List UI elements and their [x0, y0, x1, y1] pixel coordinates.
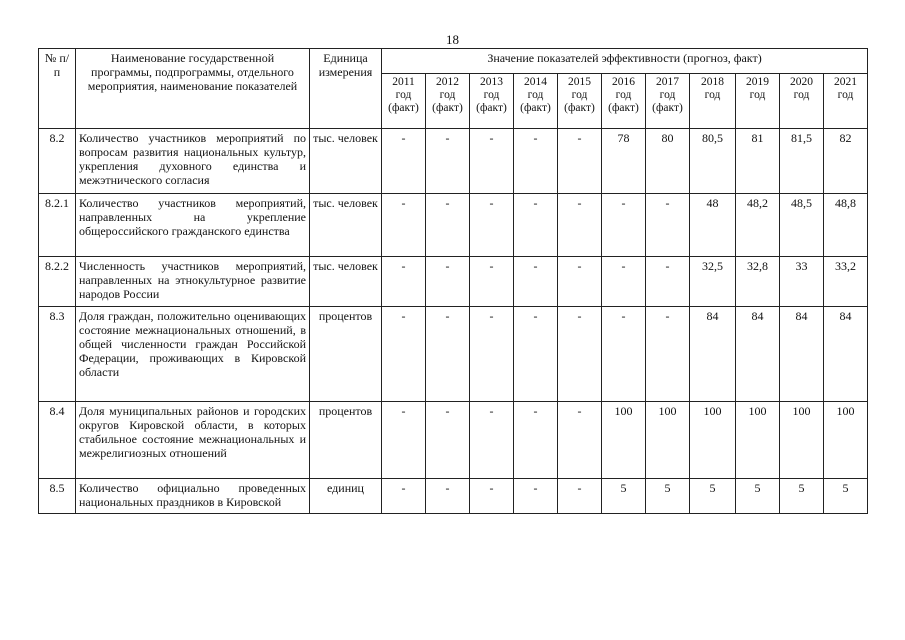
row-number: 8.4 — [39, 402, 76, 479]
header-year-word: год — [837, 89, 854, 101]
indicator-value: 80 — [646, 129, 690, 194]
header-year-word: год — [571, 89, 588, 101]
indicator-unit: процентов — [310, 402, 382, 479]
indicator-value: 84 — [780, 307, 824, 402]
indicator-value: 100 — [736, 402, 780, 479]
indicator-value: 81,5 — [780, 129, 824, 194]
header-year — [646, 74, 690, 129]
header-year-note: (факт) — [520, 102, 551, 114]
indicator-value: 100 — [602, 402, 646, 479]
header-year — [736, 74, 780, 129]
indicator-unit: тыс. человек — [310, 194, 382, 257]
indicator-unit: единиц — [310, 479, 382, 514]
table-row — [39, 307, 868, 402]
row-number: 8.3 — [39, 307, 76, 402]
row-number: 8.2.1 — [39, 194, 76, 257]
indicator-value: 5 — [646, 479, 690, 514]
indicator-value: 48,2 — [736, 194, 780, 257]
header-year-year: 2013 — [480, 76, 503, 88]
header-year — [470, 74, 514, 129]
indicator-value: 5 — [736, 479, 780, 514]
indicator-value: 100 — [690, 402, 736, 479]
indicator-value: 5 — [780, 479, 824, 514]
indicator-value: - — [602, 194, 646, 257]
indicator-value: 5 — [824, 479, 868, 514]
indicator-value: - — [426, 402, 470, 479]
indicator-name: Количество официально проведенных национальных праздников в Кировской — [76, 479, 310, 514]
indicator-value: - — [602, 257, 646, 307]
indicator-value: - — [470, 257, 514, 307]
header-unit: Единица измерения — [310, 49, 382, 129]
header-year-year: 2020 — [790, 76, 813, 88]
indicator-unit: процентов — [310, 307, 382, 402]
indicator-value: - — [558, 307, 602, 402]
header-year-note: (факт) — [476, 102, 507, 114]
indicator-value: 33 — [780, 257, 824, 307]
indicator-value: - — [514, 479, 558, 514]
indicator-value: - — [514, 307, 558, 402]
indicator-value: 82 — [824, 129, 868, 194]
indicator-value: - — [470, 194, 514, 257]
table-body — [39, 129, 868, 514]
indicators-table — [38, 48, 868, 514]
indicator-value: - — [646, 194, 690, 257]
row-number: 8.2.2 — [39, 257, 76, 307]
indicator-value: - — [382, 402, 426, 479]
indicator-value: - — [470, 307, 514, 402]
indicator-value: - — [514, 257, 558, 307]
header-year — [382, 74, 426, 129]
table-row — [39, 257, 868, 307]
indicator-unit: тыс. человек — [310, 129, 382, 194]
indicator-value: - — [426, 307, 470, 402]
indicator-value: - — [558, 194, 602, 257]
indicator-value: - — [514, 129, 558, 194]
indicator-value: 100 — [780, 402, 824, 479]
header-year-note: (факт) — [388, 102, 419, 114]
row-number: 8.5 — [39, 479, 76, 514]
header-year-year: 2014 — [524, 76, 547, 88]
header-year-year: 2016 — [612, 76, 635, 88]
indicator-value: - — [470, 479, 514, 514]
header-year — [558, 74, 602, 129]
table-row — [39, 479, 868, 514]
indicator-value: 100 — [646, 402, 690, 479]
indicator-value: - — [382, 479, 426, 514]
indicator-value: 5 — [602, 479, 646, 514]
header-year — [514, 74, 558, 129]
row-number: 8.2 — [39, 129, 76, 194]
table-row — [39, 194, 868, 257]
indicator-value: 100 — [824, 402, 868, 479]
indicator-value: 84 — [824, 307, 868, 402]
indicator-unit: тыс. человек — [310, 257, 382, 307]
indicator-value: - — [558, 402, 602, 479]
indicator-value: 80,5 — [690, 129, 736, 194]
header-year-year: 2021 — [834, 76, 858, 88]
table-row — [39, 402, 868, 479]
header-year-word: год — [395, 89, 412, 101]
indicator-value: - — [470, 129, 514, 194]
indicator-value: - — [382, 194, 426, 257]
indicator-value: - — [514, 402, 558, 479]
header-year-year: 2017 — [656, 76, 679, 88]
indicator-name: Количество участников мероприятий по вопросам развития национальных культур, укрепления духовного единства и межэтнического согласия — [76, 129, 310, 194]
header-year-word: год — [439, 89, 456, 101]
indicator-name: Доля муниципальных районов и городских округов Кировской области, в которых стабильное состояние межнациональных и межрелигиозных отношений — [76, 402, 310, 479]
header-year-note: (факт) — [652, 102, 683, 114]
indicator-value: - — [382, 257, 426, 307]
header-year-note: (факт) — [608, 102, 639, 114]
indicator-value: - — [558, 257, 602, 307]
indicator-value: 48,5 — [780, 194, 824, 257]
header-year-year: 2012 — [436, 76, 459, 88]
indicator-value: - — [470, 402, 514, 479]
header-year-year: 2015 — [568, 76, 591, 88]
indicator-name: Доля граждан, положительно оценивающих состояние межнациональных отношений, в общей численности граждан Российской Федерации, проживающих в Кировской области — [76, 307, 310, 402]
indicator-value: 32,8 — [736, 257, 780, 307]
indicator-value: - — [646, 307, 690, 402]
header-year — [426, 74, 470, 129]
indicator-value: - — [514, 194, 558, 257]
header-values-group: Значение показателей эффективности (прогноз, факт) — [382, 49, 868, 74]
header-year-word: год — [704, 89, 721, 101]
indicator-value: 78 — [602, 129, 646, 194]
indicator-value: 84 — [736, 307, 780, 402]
indicator-value: - — [426, 257, 470, 307]
header-num: № п/п — [39, 49, 76, 129]
indicator-value: - — [646, 257, 690, 307]
indicator-value: 48 — [690, 194, 736, 257]
table-row — [39, 129, 868, 194]
indicator-value: - — [426, 129, 470, 194]
indicator-value: 33,2 — [824, 257, 868, 307]
header-year-word: год — [749, 89, 766, 101]
indicator-value: 48,8 — [824, 194, 868, 257]
indicator-value: 32,5 — [690, 257, 736, 307]
header-year-note: (факт) — [564, 102, 595, 114]
header-year-note: (факт) — [432, 102, 463, 114]
header-year — [602, 74, 646, 129]
indicator-name: Численность участников мероприятий, направленных на этнокультурное развитие народов России — [76, 257, 310, 307]
header-year-year: 2018 — [701, 76, 724, 88]
indicator-value: - — [382, 307, 426, 402]
indicator-value: 5 — [690, 479, 736, 514]
header-year — [780, 74, 824, 129]
indicator-value: - — [426, 479, 470, 514]
indicator-value: - — [426, 194, 470, 257]
header-name: Наименование государственной программы, подпрограммы, отдельного мероприятия, наименование показателей — [76, 49, 310, 129]
table-header — [39, 49, 868, 129]
header-year-year: 2019 — [746, 76, 769, 88]
header-year-word: год — [483, 89, 500, 101]
header-year-word: год — [527, 89, 544, 101]
indicator-value: - — [602, 307, 646, 402]
indicator-value: - — [382, 129, 426, 194]
header-year-year: 2011 — [392, 76, 415, 88]
indicator-value: - — [558, 479, 602, 514]
header-year — [824, 74, 868, 129]
header-year-word: год — [659, 89, 676, 101]
header-year — [690, 74, 736, 129]
header-year-word: год — [793, 89, 810, 101]
indicator-value: 84 — [690, 307, 736, 402]
indicator-name: Количество участников мероприятий, направленных на укрепление общероссийского гражданского единства — [76, 194, 310, 257]
indicator-value: - — [558, 129, 602, 194]
page-number: 18 — [446, 32, 459, 47]
indicator-value: 81 — [736, 129, 780, 194]
header-year-word: год — [615, 89, 632, 101]
